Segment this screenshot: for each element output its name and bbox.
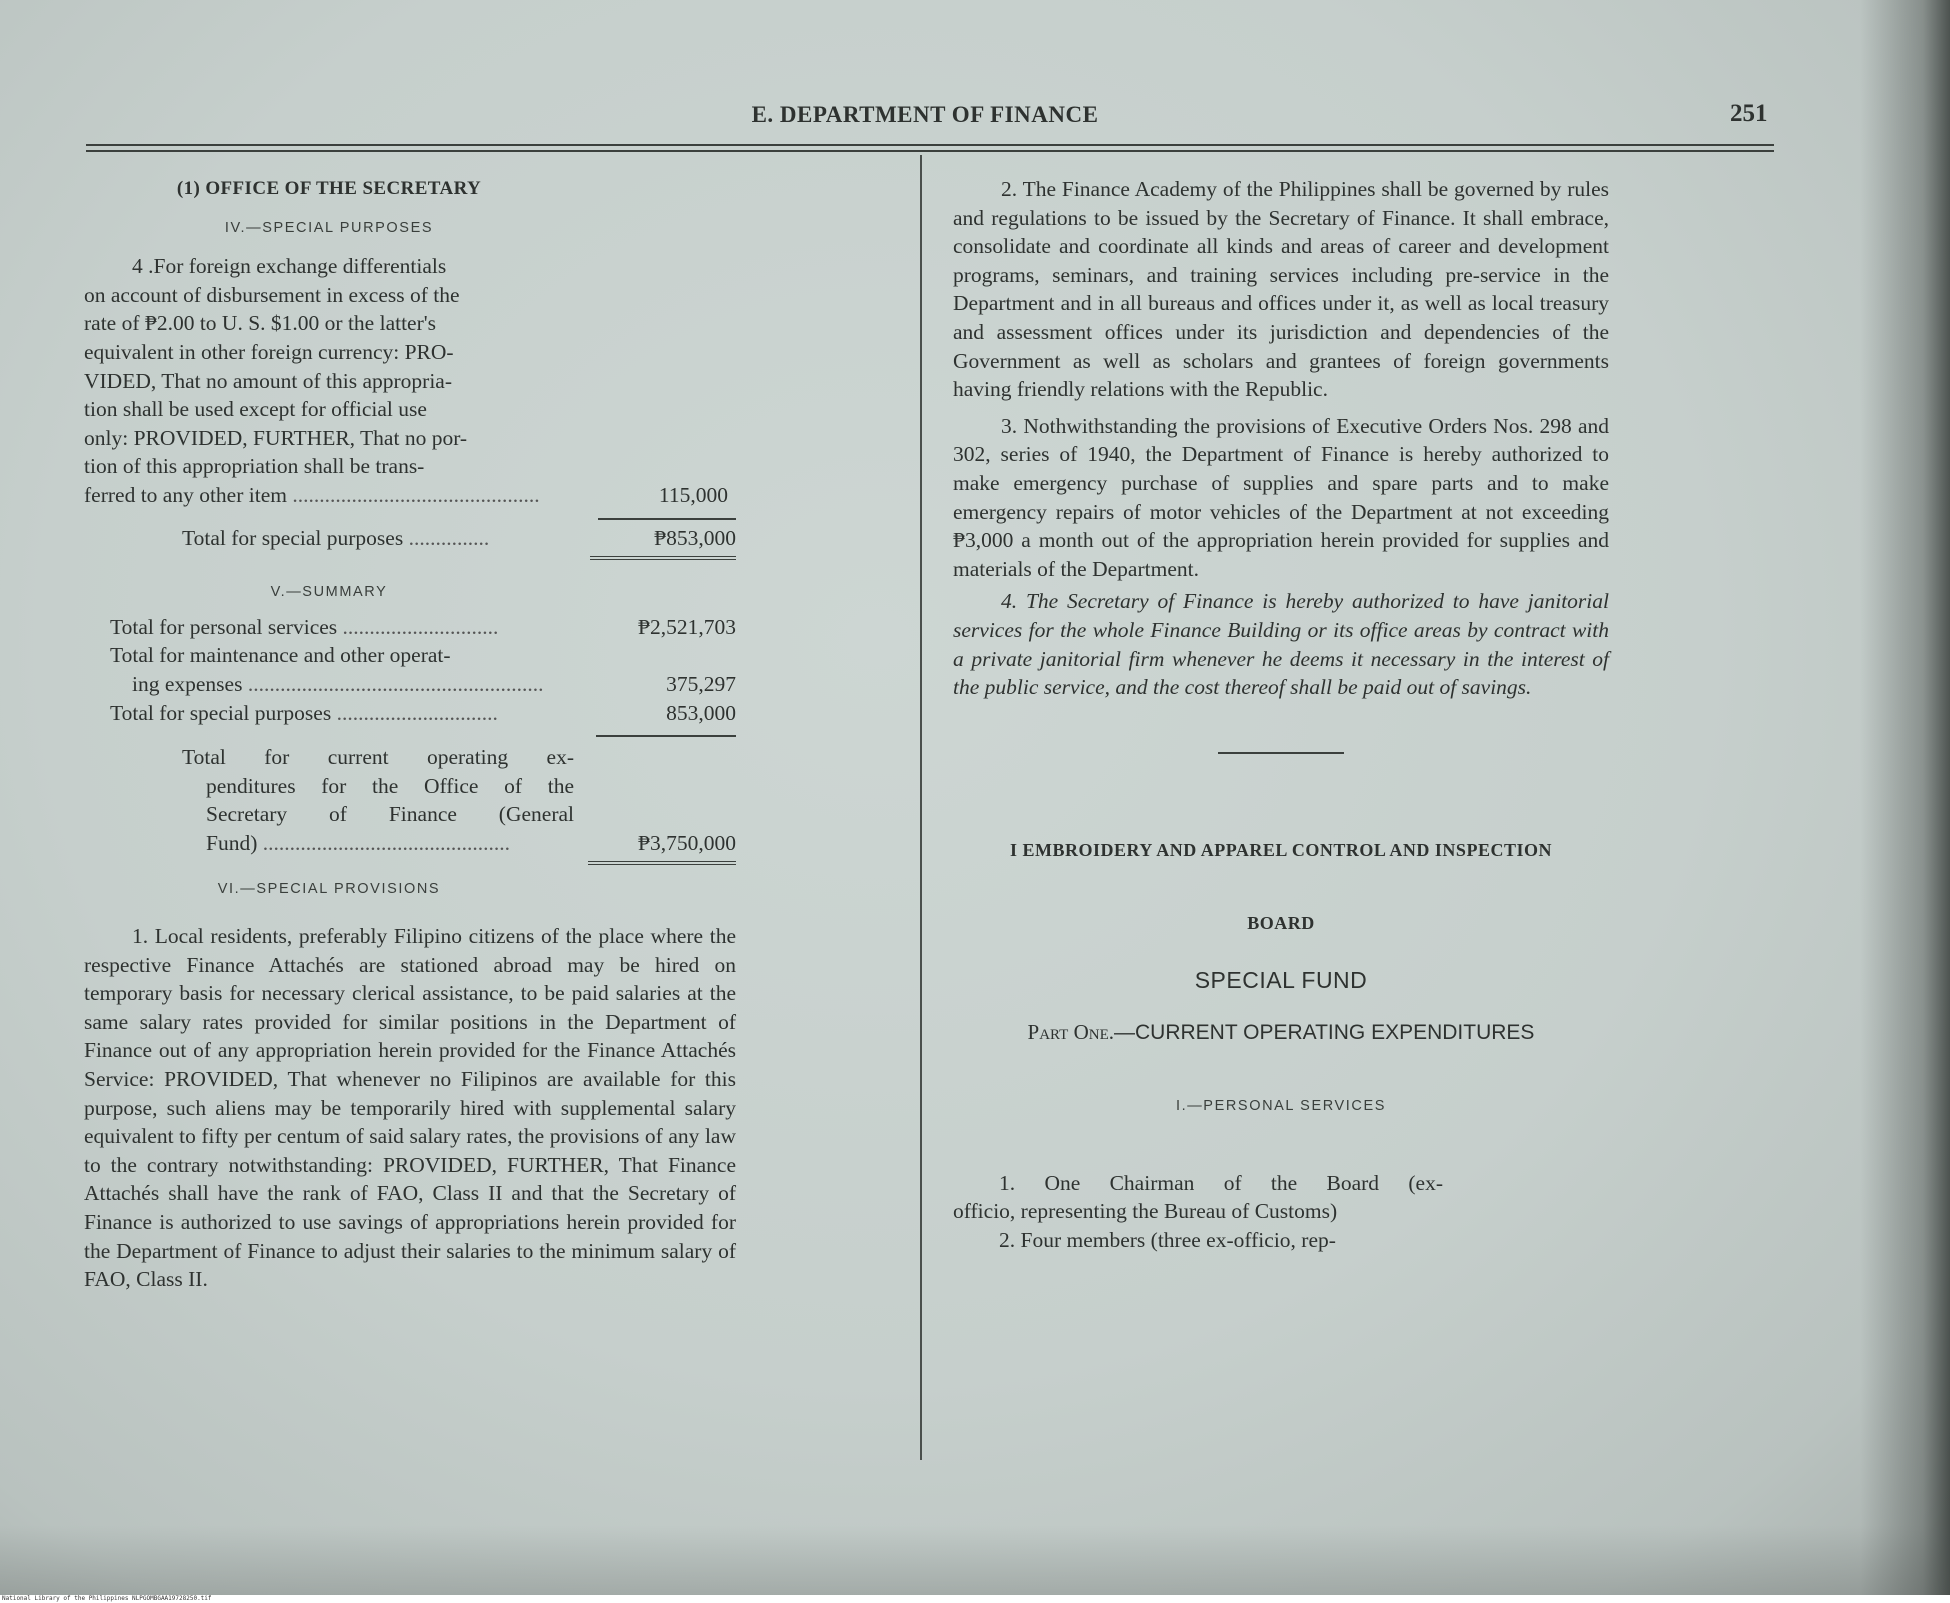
summary-maintenance-line1: Total for maintenance and other operat-: [110, 643, 451, 668]
item-4-line: only: PROVIDED, FURTHER, That no por-: [84, 425, 468, 450]
total-current-last-line: Fund) ..............................................: [206, 830, 510, 855]
provision-2: 2. The Finance Academy of the Philippines shall be governed by rules and regulations to be issued by the Secretary of Finance. It shall embrace, consolidate and coordinate all kinds and areas of career and development programs, seminars, and training services including pre-service in the Department and in all bureaus and offices under it, as well as local treasury and assessment offices under its jurisdiction and dependencies of the Government as well as scholars and grantees of foreign governments having friendly relations with the Republic.: [953, 177, 1609, 402]
total-special-label: Total for special purposes ...............: [182, 525, 490, 550]
item-1-line2: officio, representing the Bureau of Customs): [953, 1199, 1338, 1224]
section-title: (1) OFFICE OF THE SECRETARY: [176, 178, 482, 199]
total-double-rule: [590, 556, 736, 560]
left-column: [84, 175, 736, 1294]
item-4-line: 4 .For foreign exchange differentials: [132, 254, 447, 279]
column-divider: [920, 155, 922, 1460]
item-4-last-row: [84, 481, 736, 510]
part-one-rest: —CURRENT OPERATING EXPENDITURES: [1114, 1021, 1535, 1045]
summary-personal-amount: ₱2,521,703: [638, 614, 736, 639]
summary-special-amount: 853,000: [666, 700, 736, 725]
header-rule-upper: [86, 144, 1774, 146]
subtotal-rule: [598, 518, 736, 520]
personal-services-items: [953, 1169, 1443, 1255]
provision-1: 1. Local residents, preferably Filipino citizens of the place where the respective Finance Attachés are stationed abroad may be hired on temporary basis for necessary clerical assistance, to be paid salaries at the same salary rates provided for similar positions in the Department of Finance out of any appropriation herein provided for the Finance Attachés Service: PROVIDED, That whenever no Filipinos are available for this purpose, such aliens may be temporarily hired with supplemental salary equivalent to fifty per centum of said salary rates, the provisions of any law to the contrary notwithstanding: PROVIDED, FURTHER, That Finance Attachés shall have the rank of FAO, Class II and that the Secretary of Finance is authorized to use savings of appropriations herein provided for the Department of Finance to adjust their salaries to the minimum salary of FAO, Class II.: [84, 924, 736, 1292]
page-edge-shadow: [1860, 0, 1950, 1595]
grand-total-double-rule: [588, 861, 736, 865]
total-current-last-row: [84, 829, 736, 858]
summary-maintenance-row: [84, 670, 736, 699]
summary-special-row: [84, 699, 736, 728]
total-current-line: Secretary of Finance (General: [206, 802, 574, 827]
item-4-last-line: ferred to any other item ..............................................: [84, 482, 540, 507]
provision-3: 3. Nothwithstanding the provisions of Executive Orders Nos. 298 and 302, series of 1940, the Department of Finance is hereby authorized to make emergency purchase of supplies and spare parts and to make emergency repairs of motor vehicles of the Department at not exceeding ₱3,000 a month out of the appropriation herein provided for supplies and materials of the Department.: [953, 413, 1609, 581]
item-1-line1: 1. One Chairman of the Board (ex-: [999, 1170, 1443, 1195]
page-number: 251: [1730, 100, 1768, 127]
total-current-block: [84, 743, 736, 857]
total-special-amount: ₱853,000: [654, 525, 736, 550]
summary-maintenance-amount: 375,297: [666, 671, 736, 696]
total-current-line: penditures for the Office of the: [206, 773, 574, 798]
total-special-row: [84, 524, 736, 553]
board-title-line2: BOARD: [1247, 913, 1315, 934]
item-4-line: equivalent in other foreign currency: PRO-: [84, 339, 454, 364]
running-head: E. DEPARTMENT OF FINANCE: [751, 102, 1099, 127]
board-title-line1: I EMBROIDERY AND APPAREL CONTROL AND INSPECTION: [1010, 839, 1552, 860]
item-2-line1: 2. Four members (three ex-officio, rep-: [999, 1227, 1336, 1252]
section-separator-rule: [1218, 752, 1344, 754]
header-rule-lower: [86, 150, 1774, 152]
total-current-amount: ₱3,750,000: [638, 830, 736, 855]
provision-4: 4. The Secretary of Finance is hereby authorized to have janitorial services for the whole Finance Building or its office areas by contract with a private janitorial firm whenever he deems it necessary in the interest of the public service, and the cost thereof shall be paid out of savings.: [953, 589, 1609, 700]
summary-maintenance-label: ing expenses .......................................................: [132, 671, 544, 696]
item-4-line: tion of this appropriation shall be trans-: [84, 454, 425, 479]
item-4-line: on account of disbursement in excess of the: [84, 282, 460, 307]
item-4-block: [84, 252, 736, 509]
summary-personal-row: [84, 613, 736, 642]
right-column: [953, 175, 1609, 1254]
special-provisions-heading: VI.—SPECIAL PROVISIONS: [217, 881, 441, 898]
item-4-amount: 115,000: [658, 482, 728, 507]
item-4-line: tion shall be used except for official use: [84, 397, 427, 422]
scan-source-footer: National Library of the Philippines NLPGOMBGAA19728250.tif: [0, 1595, 1950, 1603]
summary-heading: V.—SUMMARY: [270, 584, 388, 601]
summary-special-label: Total for special purposes ..............................: [110, 700, 498, 725]
special-purposes-heading: IV.—SPECIAL PURPOSES: [224, 219, 434, 236]
part-one-heading: [953, 1018, 1609, 1048]
page-bottom-shadow: [0, 1525, 1950, 1595]
summary-personal-label: Total for personal services .............................: [110, 614, 499, 639]
part-one-prefix: Part One.: [1027, 1020, 1114, 1045]
item-4-line: VIDED, That no amount of this appropria-: [84, 368, 453, 393]
item-4-line: rate of ₱2.00 to U. S. $1.00 or the latter's: [84, 311, 436, 336]
summary-rule: [596, 735, 736, 737]
special-fund-heading: SPECIAL FUND: [1194, 966, 1368, 993]
personal-services-heading: I.—PERSONAL SERVICES: [1175, 1098, 1387, 1115]
total-current-line: Total for current operating ex-: [182, 745, 574, 770]
